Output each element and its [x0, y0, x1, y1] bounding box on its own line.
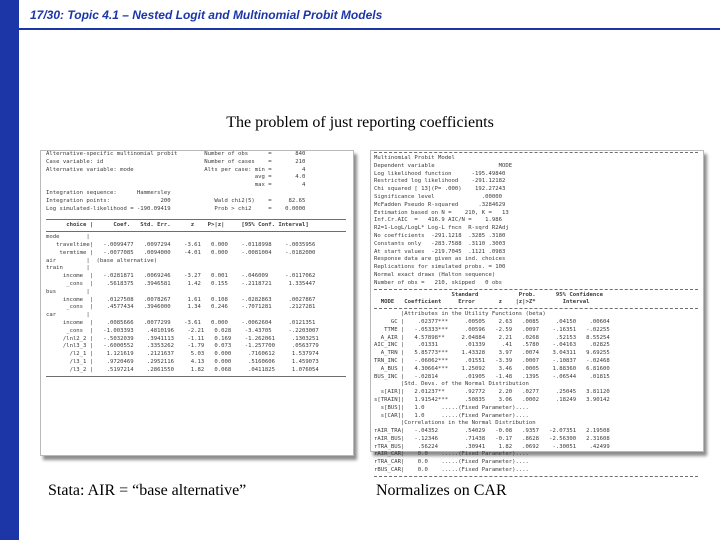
caption-nlogit: Normalizes on CAR — [376, 482, 507, 499]
nlogit-header-line: Chi squared [ 13](P= .000) 192.27243 — [374, 186, 506, 193]
nlogit-header-line: Log likelihood function -195.49840 — [374, 170, 506, 177]
slide-header: 17/30: Topic 4.1 – Nested Logit and Multinomial Probit Models — [30, 8, 383, 22]
table-row: bus | — [46, 288, 90, 295]
table-row: /lnl2_2 | -.5032039 .3941113 -1.11 0.169 -1.262061 .1303251 — [46, 335, 319, 342]
table-row: income | .0127508 .0078267 1.61 0.108 -.0282863 .0027867 — [46, 296, 316, 303]
nlogit-rule-bottom — [374, 476, 698, 477]
stata-column-header: choice | Coef. Std. Err. z P>|z| [95% Conf. Interval] — [46, 222, 309, 229]
table-row: rBUS_CAR| 0.0 .....(Fixed Parameter).... — [374, 467, 529, 474]
table-row: A_BUS | 4.30664*** 1.25092 3.46 .0005 1.88360 6.81600 — [374, 365, 610, 372]
slide-subtitle: The problem of just reporting coefficients — [226, 114, 494, 131]
nlogit-header-block — [371, 155, 703, 288]
table-row: /lnl3_3 | -.6000552 .3353262 -1.79 0.073 -1.257700 .0563779 — [46, 343, 319, 350]
nlogit-header-line: Normal exact draws (Halton sequence) — [374, 271, 496, 278]
table-row: TRN_INC | -.06062*** .01551 -3.39 .0007 -.10837 -.02468 — [374, 357, 610, 364]
nlogit-header-line: No coefficients -291.1218 .3285 .3180 — [374, 232, 506, 239]
nlogit-header-line: Number of obs = 210, skipped 0 obs — [374, 279, 502, 286]
nlogit-header-line: Estimation based on N = 210, K = 13 — [374, 209, 509, 216]
table-row: BUS_INC | -.02814 .01905 -1.48 .1395 -.06544 .01815 — [374, 373, 610, 380]
stata-header-line: Alternative-specific multinomial probit Number of obs = 840 — [46, 151, 306, 157]
table-row: _cons | .5618375 .3946581 1.42 0.155 -.2118721 1.335447 — [46, 280, 316, 287]
table-row: air | (base alternative) — [46, 257, 158, 264]
table-row: |Correlations in the Normal Distribution — [374, 420, 536, 427]
nlogit-output-panel — [370, 150, 704, 474]
nlogit-rule-top — [374, 152, 698, 153]
side-accent-bar — [0, 0, 19, 540]
table-row: mode | — [46, 234, 90, 241]
stata-output-panel — [40, 150, 354, 456]
table-row: GC | .02377*** .00505 2.63 .0085 .04150 .00604 — [374, 318, 610, 325]
table-row: s[CAR]| 1.0 .....(Fixed Parameter).... — [374, 412, 529, 419]
stata-header-line: Integration points: 200 Wald chi2(5) = 82.65 — [46, 197, 306, 204]
nlogit-column-header-2: MODE Coefficient Error z |z|>Z* Interval — [374, 299, 590, 306]
stata-coefficient-table — [41, 234, 353, 374]
stata-header-line: max = 4 — [46, 182, 306, 189]
nlogit-header-line: Constants only -283.7588 .3110 .3003 — [374, 240, 506, 247]
table-row: A_TRN | 5.85773*** 1.43328 3.97 .0074 3.04311 9.69255 — [374, 350, 610, 357]
stata-rule-top — [46, 219, 346, 220]
stata-header-line: Integration sequence: Hammersley — [46, 189, 171, 196]
nlogit-rule-table — [374, 308, 698, 309]
table-row: rTRA_BUS| .56224 .30941 1.82 .0692 -.30051 .42499 — [374, 443, 610, 450]
table-row: rAIR_CAR| 0.0 .....(Fixed Parameter).... — [374, 451, 529, 458]
nlogit-header-line: Dependent variable MODE — [374, 162, 513, 169]
table-row: AIC_INC | .01331 .01339 .41 .5780 -.04163 .02825 — [374, 342, 610, 349]
table-row: traveltime| -.0099477 .0097294 -3.61 0.000 -.0118998 -.0035956 — [46, 241, 316, 248]
table-row: /l2_1 | 1.121619 .2121637 5.03 0.000 .7160612 1.537974 — [46, 351, 319, 358]
nlogit-rule-mid — [374, 289, 698, 290]
stata-header-block — [41, 151, 353, 213]
table-row: rAIR_TRA| -.04352 .54029 -0.08 .9357 -2.07351 2.19508 — [374, 428, 610, 435]
nlogit-header-line: R2=1-LogL/LogL* Log-L fncn R-sqrd R2Adj — [374, 225, 509, 232]
table-row: TTME | -.05333*** .00596 -2.59 .0097 -.16351 -.02255 — [374, 326, 610, 333]
table-row: _cons | -1.003393 .4810196 -2.21 0.028 -3.43705 -.2203007 — [46, 327, 319, 334]
table-row: s[BUS]| 1.0 .....(Fixed Parameter).... — [374, 404, 529, 411]
stata-rule-bottom — [46, 376, 346, 377]
nlogit-header-line: Inf.Cr.AIC = 416.9 AIC/N = 1.986 — [374, 217, 502, 224]
table-row: termtime | -.0077085 .0094000 -4.01 0.000 -.0081004 -.0182000 — [46, 249, 316, 256]
nlogit-coefficient-table — [371, 311, 703, 475]
table-row: train | — [46, 265, 90, 272]
nlogit-header-line: At start values -219.7045 .1121 .0983 — [374, 248, 506, 255]
stata-rule-mid — [46, 231, 346, 232]
nlogit-header-line: Response data are given as ind. choices — [374, 256, 506, 263]
table-row: /l3_1 | .9720469 .2952116 4.13 0.000 .5160606 1.459073 — [46, 358, 319, 365]
table-row: /l3_2 | .5197214 .2861550 1.82 0.068 .0411825 1.076054 — [46, 366, 319, 373]
table-row: |Attributes in the Utility Functions (beta) — [374, 311, 546, 318]
stata-header-line: Log simulated-likelihood = -190.09419 Prob > chi2 = 0.0000 — [46, 205, 306, 212]
table-row: _cons | .4577434 .3946000 1.34 0.246 -.7071281 .2127281 — [46, 304, 316, 311]
stata-header-line: Case variable: id Number of cases = 210 — [46, 158, 306, 165]
header-rule — [19, 28, 720, 30]
table-row: income | .0085666 .0077299 -3.61 0.000 -.0062604 .0121351 — [46, 319, 316, 326]
stata-header-line: avg = 4.0 — [46, 174, 306, 181]
table-row: s[AIR]| 2.01237** .92772 2.20 .0277 .25045 3.81120 — [374, 389, 610, 396]
nlogit-header-line: Restricted log likelihood -291.12182 — [374, 178, 506, 185]
table-row: s[TRAIN]| 1.91542*** .50835 3.06 .0002 .18249 3.90142 — [374, 396, 610, 403]
table-row: A_AIR | 4.57898** 2.04884 2.21 .0268 .52153 8.55254 — [374, 334, 610, 341]
nlogit-header-line: Multinomial Probit Model — [374, 155, 455, 161]
table-row: income | -.0281871 .0069246 -3.27 0.001 -.046009 -.0117062 — [46, 273, 316, 280]
table-row: rAIR_BUS| -.12346 .71438 -0.17 .8628 -2.56300 2.31608 — [374, 435, 610, 442]
stata-header-line: Alternative variable: mode Alts per case: min = 4 — [46, 166, 306, 173]
caption-stata: Stata: AIR = “base alternative” — [48, 482, 247, 499]
table-row: car | — [46, 312, 90, 319]
table-row: |Std. Devs. of the Normal Distribution — [374, 381, 529, 388]
nlogit-header-line: Replications for simulated probs. = 100 — [374, 264, 506, 271]
nlogit-header-line: Significance level .00000 — [374, 193, 502, 200]
table-row: rTRA_CAR| 0.0 .....(Fixed Parameter).... — [374, 459, 529, 466]
nlogit-header-line: McFadden Pseudo R-squared .3284629 — [374, 201, 506, 208]
nlogit-column-header-1: Standard Prob. 95% Confidence — [374, 291, 604, 298]
